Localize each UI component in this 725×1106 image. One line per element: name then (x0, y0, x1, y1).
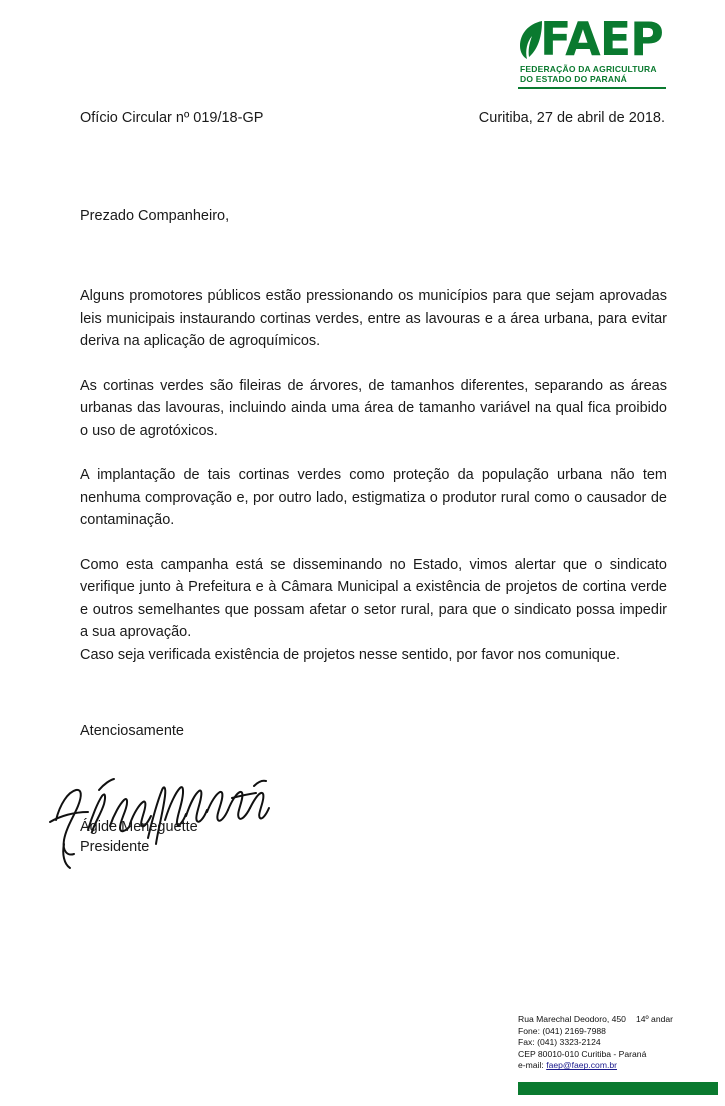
footer-email-label: e-mail: (518, 1060, 544, 1071)
footer-email-line (518, 1060, 718, 1072)
body-paragraph-2: As cortinas verdes são fileiras de árvores, de tamanhos diferentes, separando as áreas urbanas das lavouras, incluindo ainda uma área de tamanho variável na qual fica proibido o uso de agrotóxicos. (80, 377, 667, 439)
footer-fax: Fax: (041) 3323-2124 (518, 1037, 601, 1048)
logo-divider (518, 87, 666, 89)
city-date: Curitiba, 27 de abril de 2018. (478, 110, 665, 126)
signatory-title: Presidente (80, 838, 150, 855)
signature-area (44, 760, 344, 870)
leaf-icon (518, 20, 544, 60)
letter-body (80, 205, 667, 743)
letterhead (510, 12, 670, 89)
logo-subtitle (520, 64, 670, 85)
logo-wordmark: FAEP (540, 12, 663, 66)
footer-cep: CEP 80010-010 Curitiba - Paraná (518, 1048, 647, 1059)
faep-logo (518, 12, 670, 89)
footer-green-bar (518, 1082, 718, 1095)
footer-email-link[interactable]: faep@faep.com.br (546, 1060, 618, 1071)
body-paragraph-1: Alguns promotores públicos estão pressionando os municípios para que sejam aprovadas leis municipais instaurando cortinas verdes, entre as lavouras e a área urbana, para evitar deriva na aplicação de agroquímicos. (80, 288, 667, 350)
logo-subtitle-line-2: DO ESTADO DO PARANÁ (520, 74, 627, 85)
footer-address-extra: 14º andar (635, 1014, 674, 1024)
signatory-name: Ágide Meneguette (80, 819, 198, 835)
footer-contact-block (518, 1014, 718, 1072)
body-paragraph-4: Como esta campanha está se disseminando no Estado, vimos alertar que o sindicato verifique junto à Prefeitura e à Câmara Municipal a existência de projetos de cortina verde e outros semelhantes que possam afetar o setor rural, para que o sindicato possa impedir a sua aprovação. (80, 556, 667, 641)
document-reference: Ofício Circular nº 019/18-GP (80, 110, 264, 126)
footer-phone: Fone: (041) 2169-7988 (518, 1025, 606, 1036)
closing-line: Atenciosamente (80, 723, 184, 740)
salutation: Prezado Companheiro, (80, 208, 230, 224)
logo-subtitle-line-1: FEDERAÇÃO DA AGRICULTURA (520, 63, 657, 74)
footer-address: Rua Marechal Deodoro, 450 (518, 1014, 626, 1024)
footer-address-line (518, 1014, 718, 1026)
body-paragraph-5: Caso seja verificada existência de projetos nesse sentido, por favor nos comunique. (80, 646, 621, 663)
document-header (80, 110, 667, 126)
signature-name-block (80, 818, 198, 857)
body-paragraph-3: A implantação de tais cortinas verdes como proteção da população urbana não tem nenhuma comprovação e, por outro lado, estigmatiza o produtor rural como o causador de contaminação. (80, 467, 667, 529)
